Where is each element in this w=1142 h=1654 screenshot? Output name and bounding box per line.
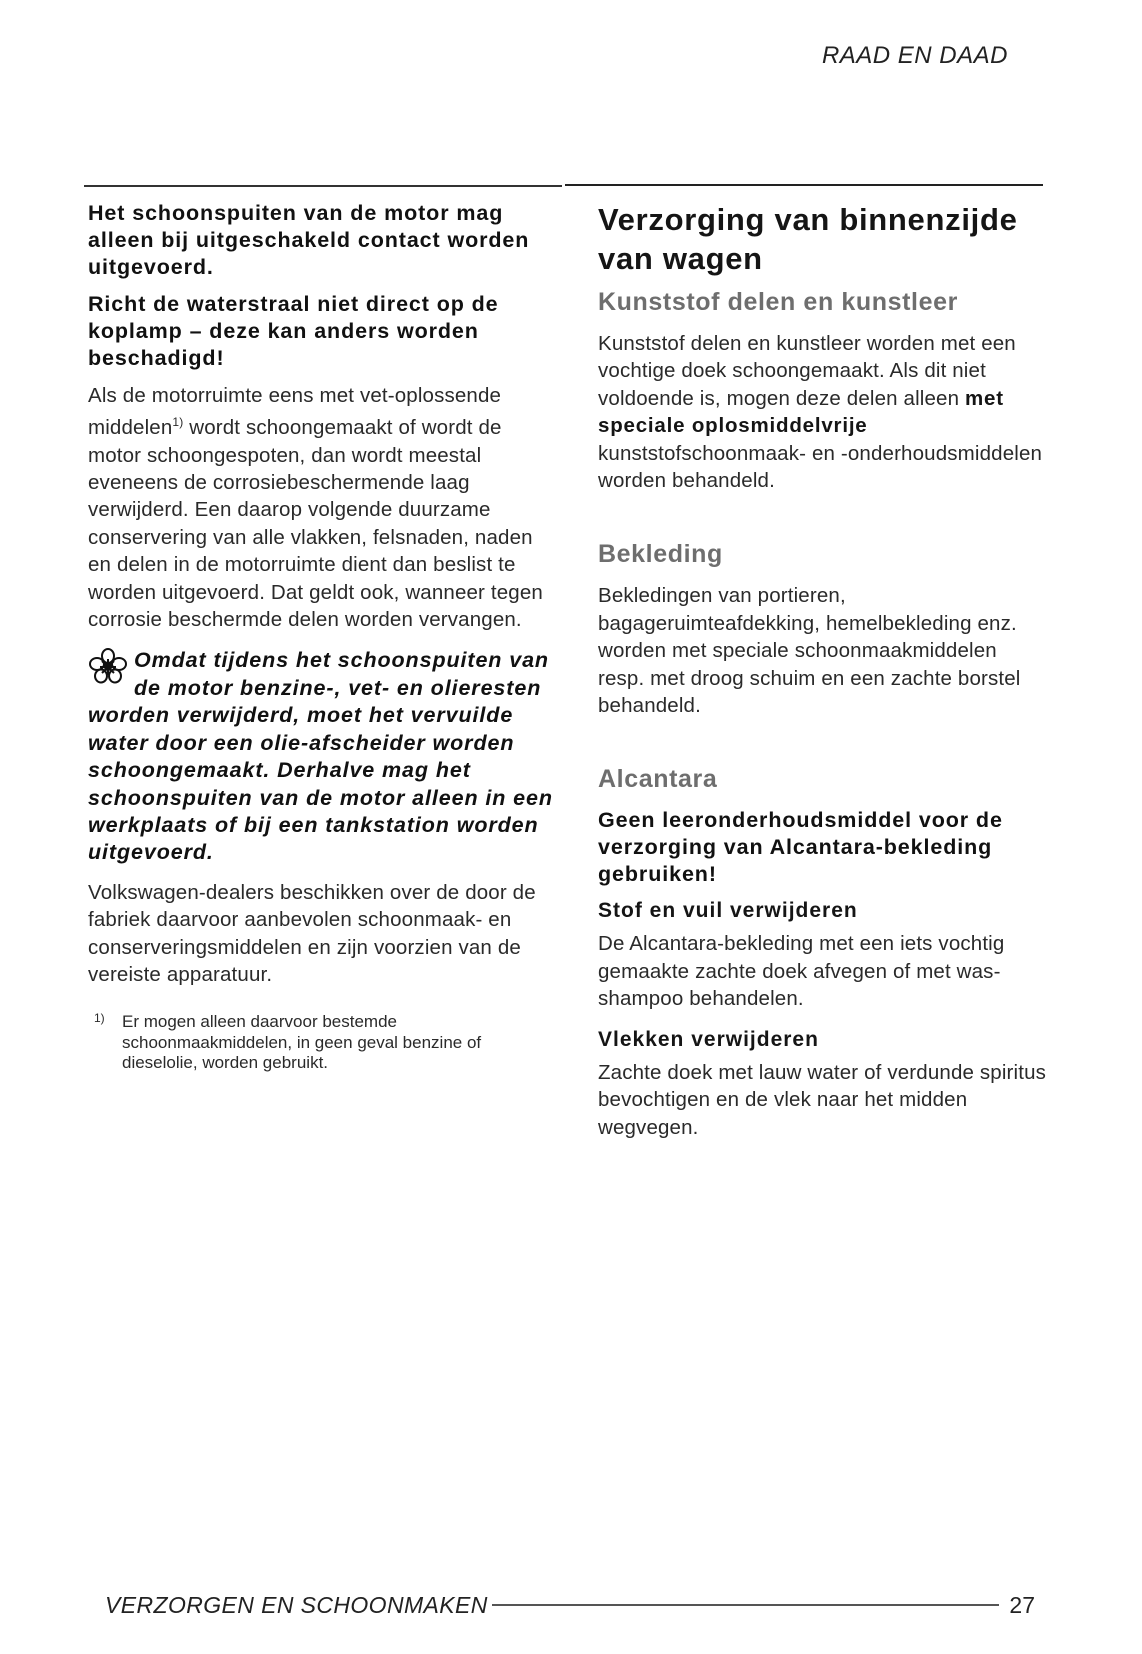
- paragraph-text: Kunststof delen en kunstleer worden met een vochtige doek schoongemaakt. Als dit niet voldoende is, mogen deze delen alleen: [598, 332, 1016, 410]
- paragraph-text: kunststofschoonmaak- en -onderhoudsmiddelen worden behandeld.: [598, 441, 1043, 493]
- footer-rule: [492, 1604, 1000, 1606]
- paragraph-stains: Zachte doek met lauw water of verdunde spiritus bevochtigen en de vlek naar het midden wegvegen.: [598, 1060, 1047, 1139]
- paragraph-text: wordt schoongemaakt of wordt de motor schoongespoten, dan wordt meestal eveneens de corrosiebeschermende laag verwijderd. Een daarop volgende duurzame conservering van alle vlakken, felsnaden, naden en delen in de motorruimte dient dan beslist te worden uitgevoerd. Dat geldt ook, wanneer tegen corrosie beschermde delen worden vervangen.: [88, 416, 543, 632]
- footnote-reference: 1): [172, 415, 184, 430]
- environment-note-text: Omdat tijdens het schoonspuiten van de motor benzine-, vet- en olieresten worden verwijderd, moet het vervuilde water door een olie-afscheider worden schoongemaakt. Derhalve mag het schoonspuiten van de motor alleen in een werkplaats of bij een tankstation worden uitgevoerd.: [88, 648, 553, 865]
- footnote-text: Er mogen alleen daarvoor bestemde schoonmaakmiddelen, in geen geval benzine of dieselolie, worden gebruikt.: [122, 1012, 482, 1073]
- running-head: RAAD EN DAAD: [821, 42, 1008, 69]
- heading-dust-dirt: Stof en vuil verwijderen: [598, 899, 858, 923]
- paragraph-text: Als de motorruimte eens met vet-oplossende middelen: [88, 384, 502, 440]
- right-column: [598, 200, 1058, 1155]
- environment-note: [88, 647, 558, 866]
- heading-upholstery: Bekleding: [598, 540, 723, 569]
- warning-headlamp: Richt de waterstraal niet direct op de koplamp – deze kan anders worden beschadigd!: [88, 292, 499, 370]
- top-rule-left: [84, 185, 562, 187]
- chapter-title: VERZORGEN EN SCHOONMAKEN: [105, 1591, 488, 1618]
- footnote: [88, 1012, 558, 1074]
- heading-plastic-parts: Kunststof delen en kunstleer: [598, 288, 958, 316]
- paragraph-engine-compartment: [88, 382, 558, 633]
- heading-alcantara: Alcantara: [598, 765, 718, 794]
- top-rule-right: [565, 184, 1043, 186]
- paragraph-dealers: Volkswagen-dealers beschikken over de door de fabriek daarvoor aanbevolen schoonmaak- en conserveringsmiddelen en zijn voorzien van de vereiste apparatuur.: [88, 880, 536, 986]
- page-number: 27: [1009, 1591, 1035, 1618]
- paragraph-dust-dirt: De Alcantara-bekleding met een iets vochtig gemaakte zachte doek afvegen of met was-shampoo behandelen.: [598, 932, 1005, 1011]
- footnote-mark: 1): [94, 1011, 105, 1026]
- heading-stains: Vlekken verwijderen: [598, 1027, 819, 1051]
- warning-alcantara: Geen leeronderhoudsmiddel voor de verzorging van Alcantara-bekleding gebruiken!: [598, 808, 1003, 887]
- paragraph-upholstery: Bekledingen van portieren, bagageruimteafdekking, hemelbekleding enz. worden met speciale schoonmaakmiddelen resp. met droog schuim en een zachte borstel behandeld.: [598, 584, 1021, 718]
- paragraph-plastic-parts: [598, 330, 1048, 494]
- page-footer: [105, 1590, 1035, 1620]
- left-column: [88, 200, 558, 1074]
- emphasis-text: met speciale oplosmiddelvrije: [598, 386, 1004, 438]
- section-title: Verzorging van binnenzijde van wagen: [598, 202, 1018, 276]
- warning-engine-wash: Het schoonspuiten van de motor mag alleen bij uitgeschakeld contact worden uitgevoerd.: [88, 201, 530, 279]
- environment-flower-icon: [88, 647, 128, 685]
